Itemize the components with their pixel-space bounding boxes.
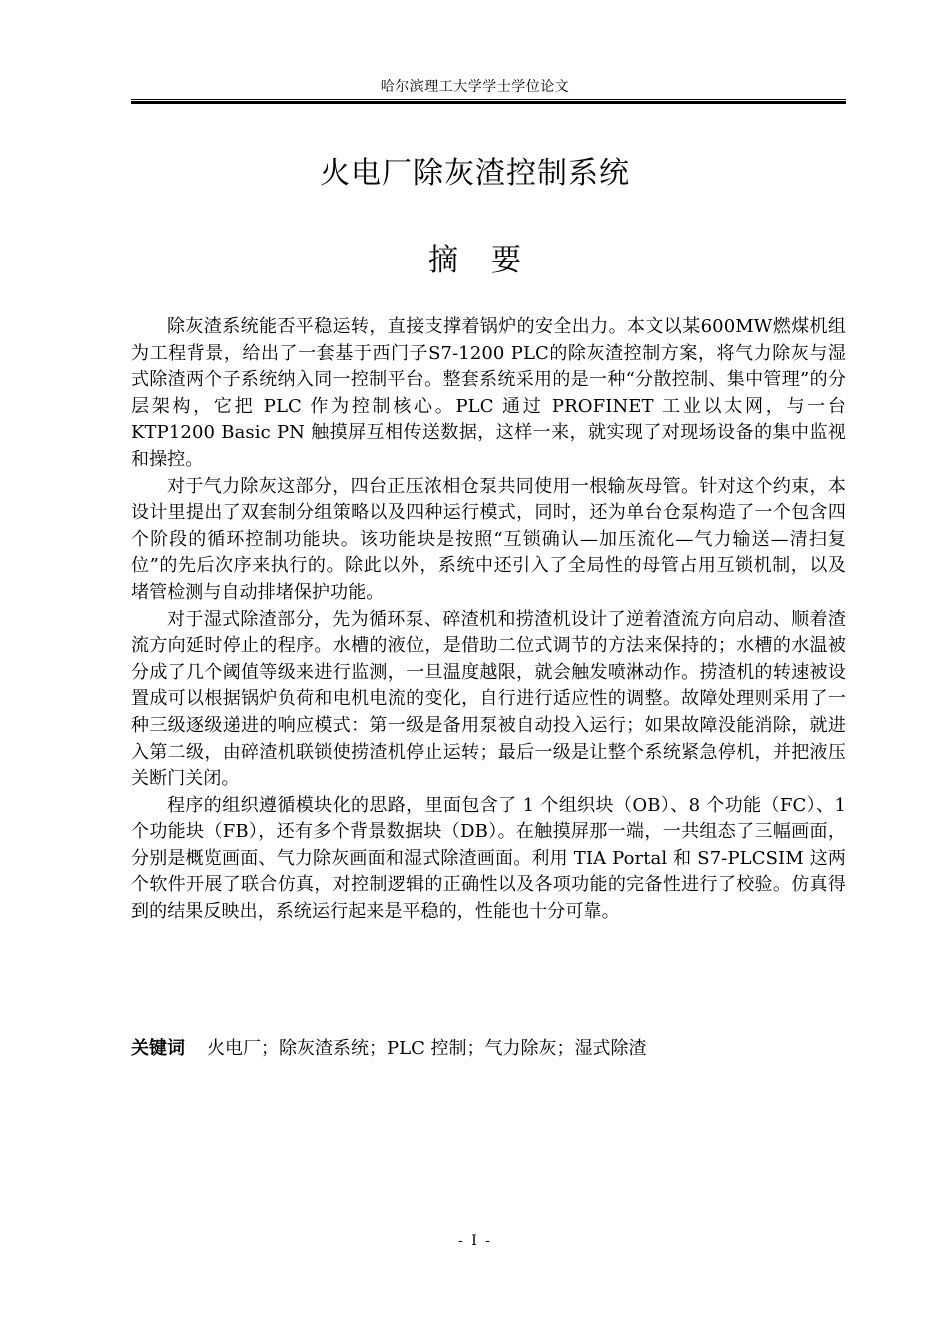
header-rule-thick (131, 101, 846, 104)
thesis-title: 火电厂除灰渣控制系统 (320, 156, 630, 191)
abstract-body (131, 314, 846, 926)
abstract-heading-char-2: 要 (491, 243, 522, 278)
abstract-paragraph-3: 对于湿式除渣部分，先为循环泵、碎渣机和捞渣机设计了逆着渣流方向启动、顺着渣流方向延时停止的程序。水槽的液位，是借助二位式调节的方法来保持的；水槽的水温被分成了几个阈值等级来进行监测，一旦温度越限，就会触发喷淋动作。捞渣机的转速被设置成可以根据锅炉负荷和电机电流的变化，自行进行适应性的调整。故障处理则采用了一种三级逐级递进的响应模式：第一级是备用泵被自动投入运行；如果故障没能消除，就进入第二级，由碎渣机联锁使捞渣机停止运转；最后一级是让整个系统紧急停机，并把液压关断门关闭。 (131, 608, 846, 790)
abstract-heading (0, 240, 950, 282)
keywords-label: 关键词 (131, 1038, 185, 1059)
page-number: - I - (458, 1233, 492, 1249)
abstract-paragraph-2: 对于气力除灰这部分，四台正压浓相仓泵共同使用一根输灰母管。针对这个约束，本设计里提出了双套制分组策略以及四种运行模式，同时，还为单台仓泵构造了一个包含四个阶段的循环控制功能块。该功能块是按照“互锁确认—加压流化—气力输送—清扫复位”的先后次序来执行的。除此以外，系统中还引入了全局性的母管占用互锁机制，以及堵管检测与自动排堵保护功能。 (131, 475, 846, 603)
keywords-terms: 火电厂；除灰渣系统；PLC 控制；气力除灰；湿式除渣 (207, 1038, 647, 1059)
abstract-paragraph-1: 除灰渣系统能否平稳运转，直接支撑着锅炉的安全出力。本文以某600MW燃煤机组为工程背景，给出了一套基于西门子S7-1200 PLC的除灰渣控制方案，将气力除灰与湿式除渣两个子系统纳入同一控制平台。整套系统采用的是一种“分散控制、集中管理”的分层架构，它把 PLC 作为控制核心。PLC 通过 PROFINET 工业以太网，与一台 KTP1200 Basic PN 触摸屏互相传送数据，这样一来，就实现了对现场设备的集中监视和操控。 (131, 316, 846, 470)
keywords-line (131, 1036, 846, 1062)
header-rule-thin (131, 99, 846, 100)
running-header: 哈尔滨理工大学学士学位论文 (380, 79, 570, 95)
abstract-heading-char-1: 摘 (428, 243, 459, 278)
abstract-paragraph-4: 程序的组织遵循模块化的思路，里面包含了 1 个组织块（OB）、8 个功能（FC）、1 个功能块（FB），还有多个背景数据块（DB）。在触摸屏那一端，一共组态了三幅画面，分别是概览画面、气力除灰画面和湿式除渣画面。利用 TIA Portal 和 S7-PLCSIM 这两个软件开展了联合仿真，对控制逻辑的正确性以及各项功能的完备性进行了校验。仿真得到的结果反映出，系统运行起来是平稳的，性能也十分可靠。 (131, 794, 846, 923)
